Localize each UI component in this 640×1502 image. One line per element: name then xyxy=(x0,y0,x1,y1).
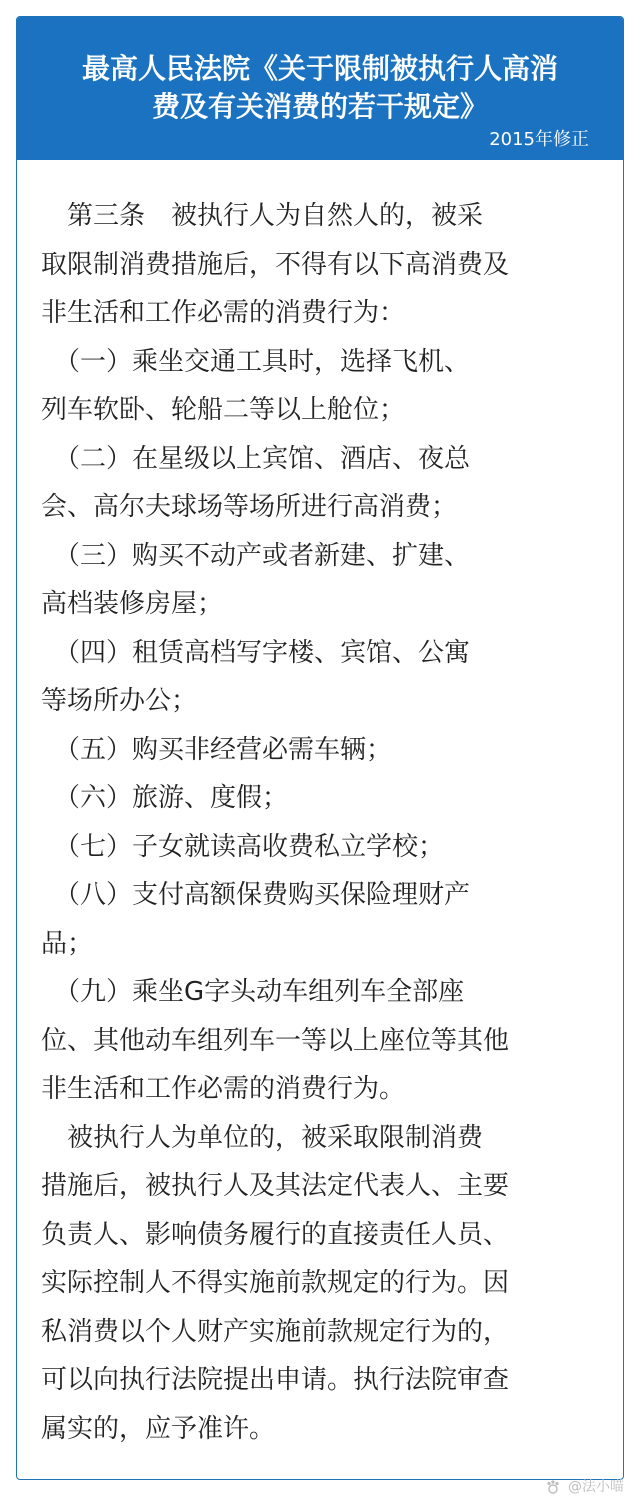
body-text-line: （四）租赁高档写字楼、宾馆、公寓 xyxy=(41,638,471,668)
body-text-line: 实际控制人不得实施前款规定的行为。因 xyxy=(41,1268,510,1298)
body-text-line: （一）乘坐交通工具时，选择飞机、 xyxy=(41,347,471,377)
body-text-line: 非生活和工作必需的消费行为： xyxy=(41,298,406,328)
watermark-text: @法小喵 xyxy=(568,1479,624,1495)
body-text-line: 等场所办公； xyxy=(41,686,198,716)
body-text-line: 可以向执行法院提出申请。执行法院审查 xyxy=(41,1365,510,1395)
body-text-line: 被执行人为单位的，被采取限制消费 xyxy=(41,1123,484,1153)
body-text-line: （七）子女就读高收费私立学校； xyxy=(41,832,445,862)
body-text-line: 第三条 被执行人为自然人的，被采 xyxy=(41,201,484,231)
title-banner xyxy=(17,17,623,160)
body-text-line: 位、其他动车组列车一等以上座位等其他 xyxy=(41,1026,510,1056)
body-text-line: （九）乘坐G字头动车组列车全部座 xyxy=(41,977,465,1007)
body-text-line: 列车软卧、轮船二等以上舱位； xyxy=(41,395,406,425)
body-text-line: 非生活和工作必需的消费行为。 xyxy=(41,1074,406,1104)
body-text-line: （八）支付高额保费购买保险理财产 xyxy=(41,880,471,910)
body-text-line: （六）旅游、度假； xyxy=(41,783,289,813)
body-text-line: 私消费以个人财产实施前款规定行为的， xyxy=(41,1317,510,1347)
cat-paw-icon xyxy=(545,1479,561,1495)
body-text-line: （二）在星级以上宾馆、酒店、夜总 xyxy=(41,444,471,474)
body-text-line: 负责人、影响债务履行的直接责任人员、 xyxy=(41,1220,510,1250)
body-text-line: （五）购买非经营必需车辆； xyxy=(41,735,393,765)
body-text-line: 会、高尔夫球场等场所进行高消费； xyxy=(41,492,458,522)
body-text-line: 属实的，应予准许。 xyxy=(41,1414,276,1444)
revision-note: 2015年修正 xyxy=(489,129,589,150)
document-card xyxy=(16,16,624,1480)
body-text-line: 高档装修房屋； xyxy=(41,589,224,619)
watermark xyxy=(545,1478,624,1496)
document-title-line-2: 费及有关消费的若干规定》 xyxy=(151,90,488,123)
body-text-line: 措施后，被执行人及其法定代表人、主要 xyxy=(41,1171,510,1201)
document-title-line-1: 最高人民法院《关于限制被执行人高消 xyxy=(81,52,558,85)
body-text-line: 取限制消费措施后，不得有以下高消费及 xyxy=(41,250,510,280)
body-text-line: （三）购买不动产或者新建、扩建、 xyxy=(41,541,471,571)
body-text-line: 品； xyxy=(41,929,94,959)
